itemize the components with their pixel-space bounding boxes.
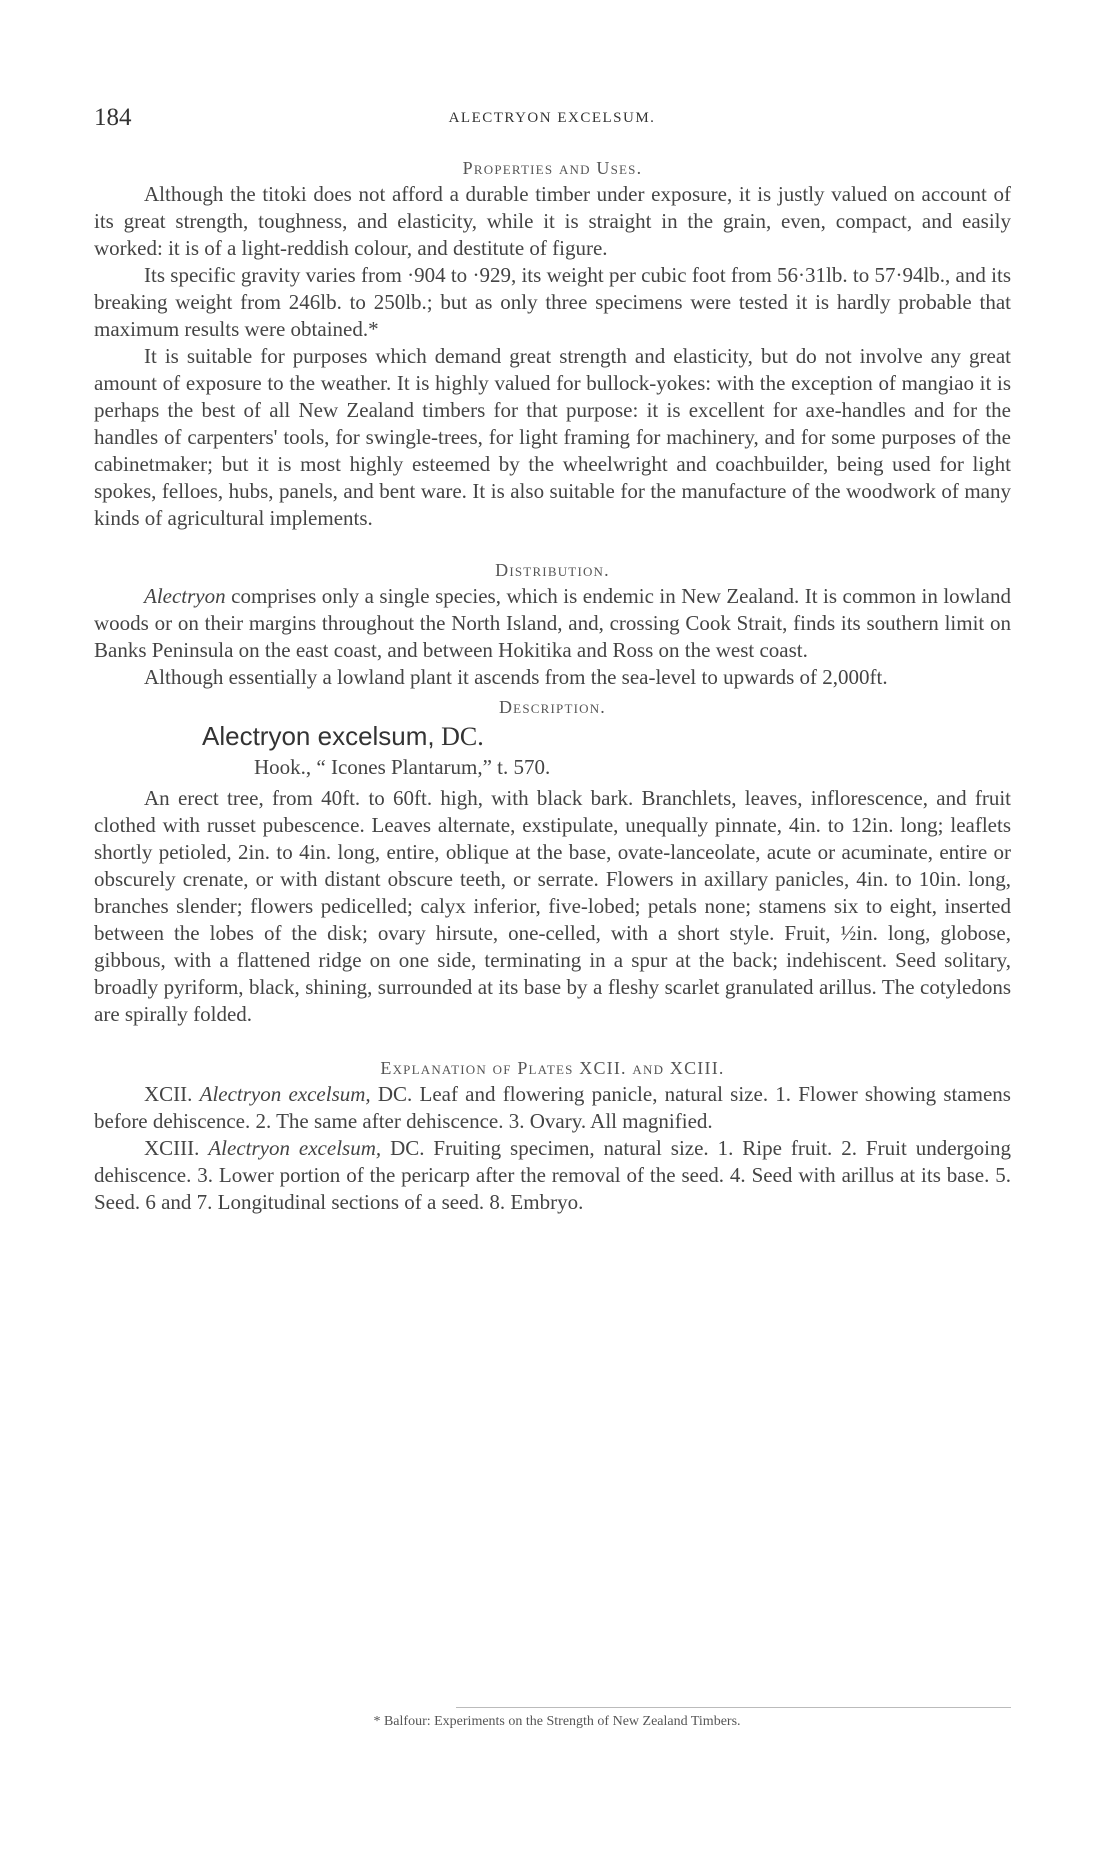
section-heading-properties: Properties and Uses. bbox=[462, 158, 643, 178]
plate-xcii-text: DC. Leaf and flowering panicle, natural size. 1. Flower showing stamens before dehiscence. 2. The same after dehiscence. 3. Ovary. All magnified. bbox=[94, 1082, 1011, 1133]
running-head bbox=[94, 104, 1010, 138]
plate-xciii-species: Alectryon excelsum, bbox=[208, 1136, 382, 1160]
paragraph-properties-1: Although the titoki does not afford a durable timber under exposure, it is justly valued on account of its great strength, toughness, and elasticity, while it is straight in the grain, even, compact, and easily worked: it is of a light-reddish colour, and destitute of figure. bbox=[94, 182, 1011, 260]
paragraph-plate-xcii bbox=[94, 1081, 1011, 1135]
species-name: Alectryon excelsum, bbox=[202, 721, 435, 751]
footnote: * Balfour: Experiments on the Strength of New Zealand Timbers. bbox=[373, 1714, 741, 1729]
paragraph-description: An erect tree, from 40ft. to 60ft. high, with black bark. Branchlets, leaves, inflorescence, and fruit clothed with russet pubescence. Leaves alternate, exstipulate, unequally pinnate, 4in. to 12in. long; leaflets shortly petioled, 2in. to 4in. long, entire, oblique at the base, ovate-lanceolate, acute or acuminate, entire or obscurely crenate, or with distant obscure teeth, or serrate. Flowers in axillary panicles, 4in. to 10in. long, branches slender; flowers pedicelled; calyx inferior, five-lobed; petals none; stamens six to eight, inserted between the lobes of the disk; ovary hirsute, one-celled, with a short style. Fruit, ½in. long, globose, gibbous, with a flattened ridge on one side, terminating in a spur at the back; indehiscent. Seed solitary, broadly pyriform, black, shining, surrounded at its base by a fleshy scarlet granulated arillus. The cotyledons are spirally folded. bbox=[94, 786, 1011, 1026]
paragraph-properties-2: Its specific gravity varies from ·904 to ·929, its weight per cubic foot from 56·31lb. to 57·94lb., and its breaking weight from 246lb. to 250lb.; but as only three specimens were tested it is hardly probable that maximum results were obtained.* bbox=[94, 263, 1011, 341]
section-heading-distribution: Distribution. bbox=[495, 560, 610, 580]
species-citation: Hook., “ Icones Plantarum,” t. 570. bbox=[254, 755, 551, 779]
plate-xcii-species: Alectryon excelsum, bbox=[199, 1082, 371, 1106]
section-heading-explanation: Explanation of Plates XCII. and XCIII. bbox=[380, 1058, 725, 1078]
genus-name: Alectryon bbox=[144, 584, 226, 608]
species-title bbox=[202, 720, 1011, 753]
section-heading-description: Description. bbox=[498, 697, 607, 717]
distribution-text: comprises only a single species, which is endemic in New Zealand. It is common in lowland woods or on their margins throughout the North Island, and, crossing Cook Strait, finds its southern limit on Banks Peninsula on the east coast, and between Hokitika and Ross on the west coast. bbox=[94, 584, 1011, 662]
paragraph-properties-3: It is suitable for purposes which demand great strength and elasticity, but do not involve any great amount of exposure to the weather. It is highly valued for bullock-yokes: with the exception of mangiao it is perhaps the best of all New Zealand timbers for that purpose: it is excellent for axe-handles and for the handles of carpenters' tools, for swingle-trees, for light framing for machinery, and for some purposes of the cabinetmaker; but it is most highly esteemed by the wheelwright and coachbuilder, being used for light spokes, felloes, hubs, panels, and bent ware. It is also suitable for the manufacture of the woodwork of many kinds of agricultural implements. bbox=[94, 344, 1011, 530]
body-text bbox=[94, 158, 1011, 1216]
paragraph-distribution-2: Although essentially a lowland plant it ascends from the sea-level to upwards of 2,000ft. bbox=[144, 665, 888, 689]
footnote-divider bbox=[456, 1707, 1011, 1708]
plate-xcii-label: XCII. bbox=[144, 1082, 200, 1106]
paragraph-plate-xciii bbox=[94, 1135, 1011, 1216]
page-number: 184 bbox=[94, 104, 132, 131]
plate-xciii-label: XCIII. bbox=[144, 1136, 209, 1160]
plate-xciii-text: DC. Fruiting specimen, natural size. 1. Ripe fruit. 2. Fruit undergoing dehiscence. 3. Lower portion of the pericarp after the removal of the seed. 4. Seed with arillus at its base. 5. Seed. 6 and 7. Longitudinal sections of a seed. 8. Embryo. bbox=[94, 1136, 1011, 1214]
species-author: DC. bbox=[434, 722, 484, 751]
paragraph-distribution-1 bbox=[94, 583, 1011, 664]
running-title: ALECTRYON EXCELSUM. bbox=[448, 110, 656, 126]
